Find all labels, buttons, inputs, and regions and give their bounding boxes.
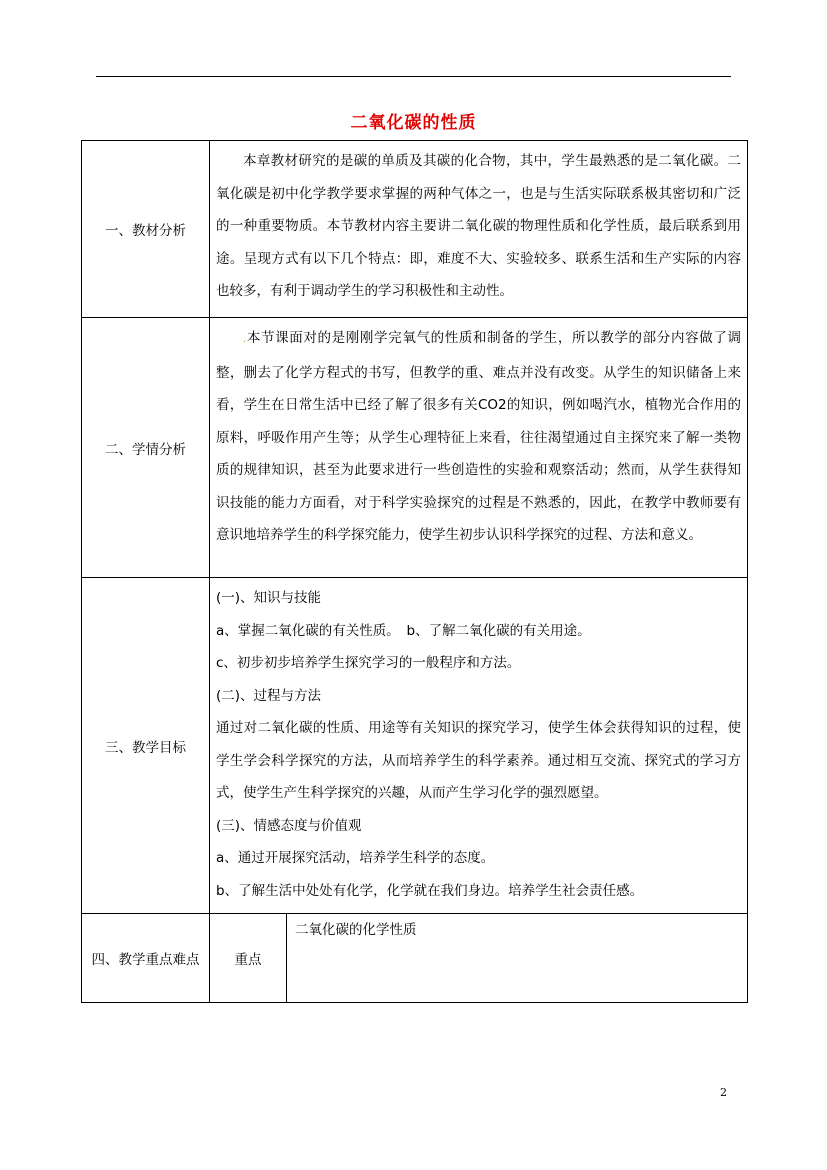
- section-label: 一、教材分析: [82, 141, 210, 318]
- table-row: [82, 578, 748, 914]
- objective-line: (一)、知识与技能: [216, 590, 322, 606]
- section-label: 三、教学目标: [82, 578, 210, 914]
- lesson-plan-table: [81, 140, 748, 1003]
- section-content: [210, 578, 748, 914]
- objective-line: 通过对二氧化碳的性质、用途等有关知识的探究学习，使学生体会获得知识的过程，使学生学会科学探究的方法，从而培养学生的科学素养。通过相互交流、探究式的学习方式，使学生产生科学探究的兴趣，从而产生学习化学的强烈愿望。: [216, 720, 741, 801]
- table-row: [82, 141, 748, 318]
- section-text: 本节课面对的是刚刚学完氧气的性质和制备的学生，所以教学的部分内容做了调整，删去了化学方程式的书写，但教学的重、难点并没有改变。从学生的知识储备上来看，学生在日常生活中已经了解了很多有关CO2的知识，例如喝汽水，植物光合作用的原料，呼吸作用产生等；从学生心理特征上来看，往往渴望通过自主探究来了解一类物质的规律知识，甚至为此要求进行一些创造性的实验和观察活动；然而，从学生获得知识技能的能力方面看，对于科学实验探究的过程是不熟悉的，因此，在教学中教师要有意识地培养学生的科学探究能力，使学生初步认识科学探究的过程、方法和意义。: [216, 330, 741, 543]
- table-row: [82, 914, 748, 1003]
- key-point-content: 二氧化碳的化学性质: [287, 914, 748, 1003]
- section-label: 四、教学重点难点: [82, 914, 210, 1003]
- table-row: [82, 318, 748, 578]
- objective-line: c、初步初步培养学生探究学习的一般程序和方法。: [216, 655, 521, 671]
- header-rule: [96, 76, 731, 77]
- page-number: 2: [720, 1086, 727, 1099]
- section-label: 二、学情分析: [82, 318, 210, 578]
- objective-line: a、掌握二氧化碳的有关性质。 b、了解二氧化碳的有关用途。: [216, 622, 591, 639]
- marker-dot: .: [243, 334, 247, 345]
- key-point-label: 重点: [210, 914, 287, 1003]
- objective-line: a、通过开展探究活动，培养学生科学的态度。: [216, 850, 495, 866]
- section-content: [210, 318, 748, 578]
- objective-line: (二)、过程与方法: [216, 687, 322, 704]
- objective-line: (三)、情感态度与价值观: [216, 817, 362, 834]
- section-content: 本章教材研究的是碳的单质及其碳的化合物，其中，学生最熟悉的是二氧化碳。二氧化碳是初中化学教学要求掌握的两种气体之一，也是与生活实际联系极其密切和广泛的一种重要物质。本节教材内容主要讲二氧化碳的物理性质和化学性质，最后联系到用途。呈现方式有以下几个特点：即，难度不大、实验较多、联系生活和生产实际的内容也较多，有利于调动学生的学习积极性和主动性。: [210, 141, 748, 318]
- document-title: 二氧化碳的性质: [350, 113, 477, 133]
- objective-line: b、了解生活中处处有化学，化学就在我们身边。培养学生社会责任感。: [216, 882, 644, 899]
